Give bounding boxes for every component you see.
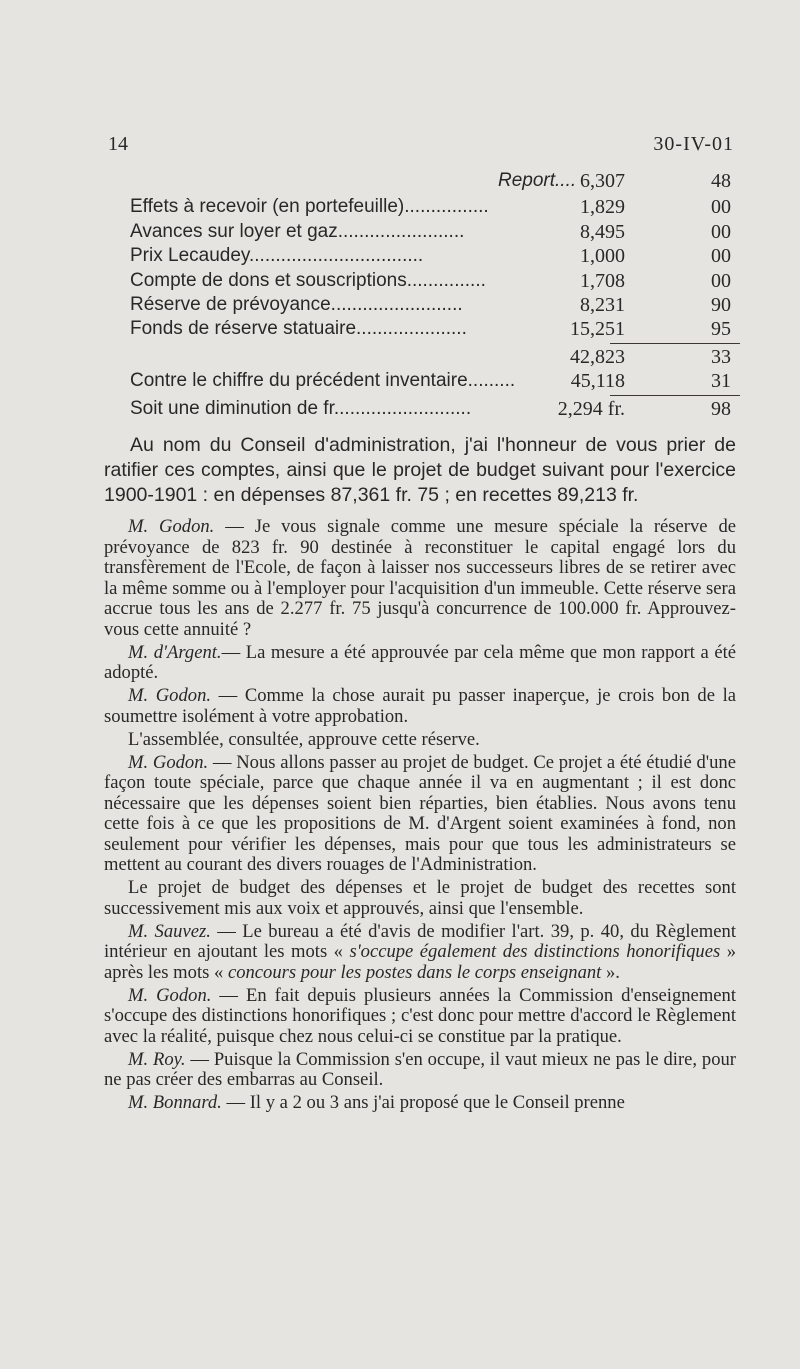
sum-rule: [610, 343, 740, 344]
speaker-name: M. Godon.: [128, 984, 212, 1006]
account-label: Soit une diminution de fr..........................: [130, 398, 472, 419]
speech: » après les mots «: [104, 941, 736, 983]
account-cents: 00: [711, 270, 731, 292]
speaker-name: M. Roy.: [128, 1048, 186, 1070]
page-date: 30-IV-01: [653, 133, 734, 155]
account-amount: 15,251: [570, 318, 625, 340]
difference-rule: [610, 395, 740, 396]
paragraph: [104, 686, 736, 727]
paragraph: [104, 730, 736, 751]
account-amount: 1,829: [580, 196, 625, 218]
paragraph: [104, 753, 736, 876]
speech: — En fait depuis plusieurs années la Commission d'enseignement s'occupe des distinctions honorifiques ; c'est donc pour mettre d'accord le Règlement avec la réalité, puisque chez nous celui-ci se constitue par la pratique.: [104, 984, 736, 1047]
account-cents: 00: [711, 196, 731, 218]
account-label: Prix Lecaudey.................................: [130, 245, 424, 266]
account-row: [130, 221, 740, 247]
quoted-phrase: s'occupe également des distinctions honorifiques: [349, 941, 721, 962]
intro-text: Au nom du Conseil d'administration, j'ai l'honneur de vous prier de ratifier ces comptes, ainsi que le projet de budget suivant pour l'exercice 1900-1901 : en dépenses 87,361 fr. 75 ; en recettes 89,213 fr.: [104, 434, 736, 506]
subtotal-amount: 42,823: [570, 346, 625, 368]
speech: — Puisque la Commission s'en occupe, il vaut mieux ne pas le dire, pour ne pas créer des embarras au Conseil.: [104, 1048, 736, 1090]
account-row: [130, 196, 740, 222]
paragraph: [104, 517, 736, 640]
account-row: [130, 294, 740, 320]
account-amount: 8,231: [580, 294, 625, 316]
account-row: [130, 318, 740, 344]
subtotal-row: [130, 346, 740, 372]
paragraph: [104, 878, 736, 919]
speech: — Je vous signale comme une mesure spéciale la réserve de prévoyance de 823 fr. 90 destinée à reconstituer le capital engagé lors du transfèrement de l'Ecole, de façon à laisser nos successeurs libres de se retirer avec la même somme ou à l'employer pour l'acquisition d'un immeuble. Cette réserve sera accrue tous les ans de 2.277 fr. 75 jusqu'à concurrence de 100.000 fr. Approuvez-vous cette annuité ?: [104, 516, 736, 640]
account-amount: 2,294 fr.: [557, 398, 625, 420]
account-amount: 8,495: [580, 221, 625, 243]
speech: — Comme la chose aurait pu passer inaperçue, je crois bon de la soumettre isolément à votre approbation.: [104, 685, 736, 727]
account-cents: 48: [711, 170, 731, 192]
narration: L'assemblée, consultée, approuve cette réserve.: [128, 728, 480, 750]
account-amount: 1,000: [580, 245, 625, 267]
account-row: [130, 398, 740, 424]
account-label: Avances sur loyer et gaz........................: [130, 221, 465, 242]
speech: — Le bureau a été d'avis de modifier l'art. 39, p. 40, du Règlement intérieur en ajoutant les mots «: [104, 920, 736, 962]
paragraph: [104, 1093, 736, 1114]
speaker-name: M. Sauvez.: [128, 920, 211, 942]
speech: — Il y a 2 ou 3 ans j'ai proposé que le Conseil prenne: [221, 1092, 625, 1113]
account-label: Réserve de prévoyance.........................: [130, 294, 463, 315]
account-cents: 95: [711, 318, 731, 340]
intro-paragraph: [104, 433, 736, 508]
account-row: [130, 370, 740, 396]
account-label: Effets à recevoir (en portefeuille)................: [130, 196, 489, 217]
account-label: Compte de dons et souscriptions...............: [130, 270, 486, 291]
account-label: Report....: [498, 170, 577, 191]
paragraph: [104, 1050, 736, 1091]
account-cents: 00: [711, 245, 731, 267]
speech: ».: [601, 961, 620, 983]
account-amount: 1,708: [580, 270, 625, 292]
account-row: [130, 170, 740, 196]
account-cents: 98: [711, 398, 731, 420]
account-row: [130, 245, 740, 271]
speech: — Nous allons passer au projet de budget. Ce projet a été étudié d'une façon toute spéciale, parce que chaque année il va en augmentant ; il est donc nécessaire que les dépenses soient bien réparties, bien établies. Nous avons tenu cette fois à ce que les propositions de M. d'Argent soient examinées à fond, non seulement pour vérifier les dépenses, mais pour que tous les administrateurs se mettent au courant des divers rouages de l'Administration.: [104, 751, 736, 875]
account-row: [130, 270, 740, 296]
paragraph: [104, 922, 736, 984]
speaker-name: M. Godon.: [128, 751, 209, 773]
speaker-name: M. d'Argent.: [128, 641, 222, 663]
account-label: Fonds de réserve statuaire.....................: [130, 318, 467, 339]
speaker-name: M. Bonnard.: [128, 1092, 222, 1113]
minutes-text: [104, 517, 736, 1116]
page-number: 14: [108, 133, 128, 155]
account-label: Contre le chiffre du précédent inventaire.........: [130, 370, 516, 391]
account-amount: 6,307: [580, 170, 625, 192]
account-cents: 00: [711, 221, 731, 243]
account-cents: 90: [711, 294, 731, 316]
quoted-phrase: concours pour les postes dans le corps enseignant: [227, 961, 602, 983]
account-amount: 45,118: [570, 370, 625, 392]
paragraph: [104, 643, 736, 684]
paragraph: [104, 986, 736, 1048]
subtotal-cents: 33: [711, 346, 731, 368]
narration: Le projet de budget des dépenses et le projet de budget des recettes sont successivement mis aux voix et approuvés, ainsi que l'ensemble.: [104, 877, 736, 919]
speaker-name: M. Godon.: [128, 685, 212, 706]
page-header: [108, 133, 734, 163]
speaker-name: M. Godon.: [128, 516, 215, 537]
speech: — La mesure a été approuvée par cela même que mon rapport a été adopté.: [104, 641, 736, 683]
account-cents: 31: [711, 370, 731, 392]
